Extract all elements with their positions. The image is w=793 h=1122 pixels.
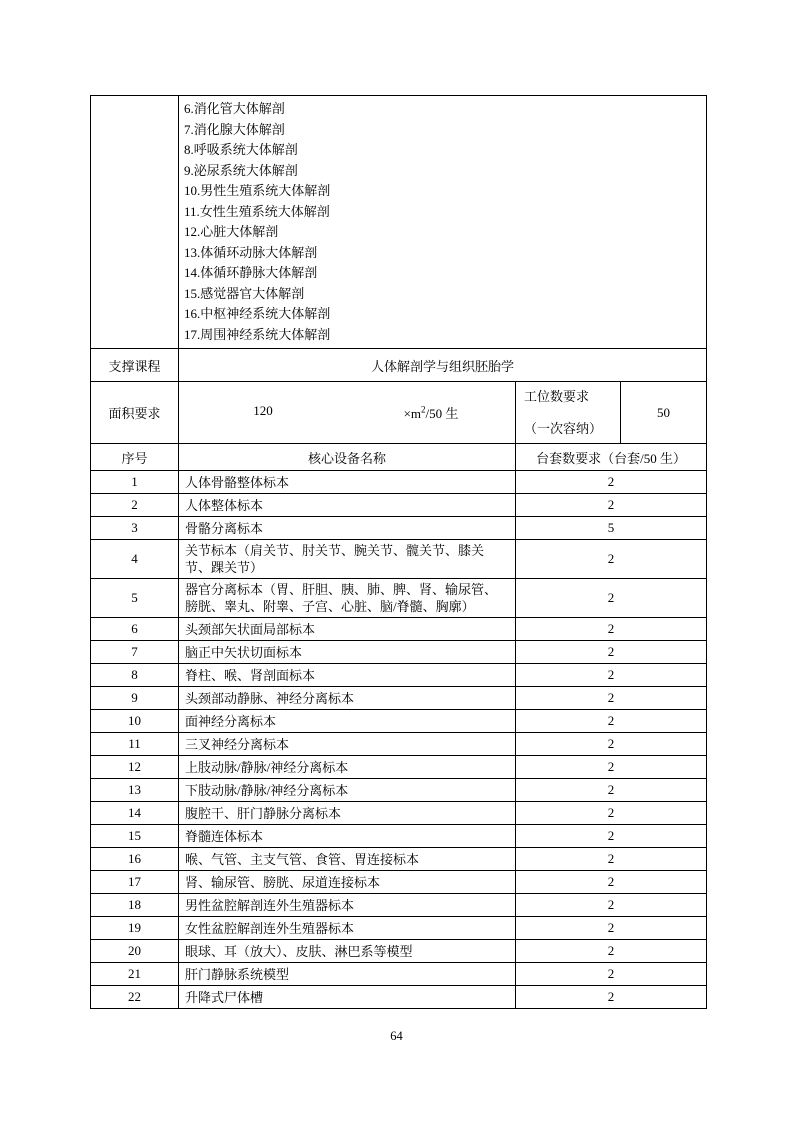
equipment-name: 脑正中矢状切面标本	[179, 641, 516, 664]
equipment-name: 喉、气管、主支气管、食管、胃连接标本	[179, 848, 516, 871]
row-number: 8	[91, 664, 179, 687]
table-row	[91, 779, 707, 802]
list-item: 15.感觉器官大体解剖	[184, 285, 305, 301]
area-unit-suffix: /50 生	[425, 406, 459, 421]
list-item: 9.泌尿系统大体解剖	[184, 162, 298, 178]
table-row	[91, 710, 707, 733]
support-course-label: 支撑课程	[91, 349, 179, 382]
equipment-name: 脊柱、喉、肾剖面标本	[179, 664, 516, 687]
equipment-name: 人体整体标本	[179, 494, 516, 517]
table-row	[91, 733, 707, 756]
area-value: 120	[253, 403, 273, 418]
equipment-name: 下肢动脉/静脉/神经分离标本	[179, 779, 516, 802]
equipment-name: 肝门静脉系统模型	[179, 963, 516, 986]
equipment-name: 面神经分离标本	[179, 710, 516, 733]
quantity-value: 2	[516, 779, 707, 802]
equipment-name: 男性盆腔解剖连外生殖器标本	[179, 894, 516, 917]
table-row	[91, 540, 707, 579]
quantity-value: 2	[516, 986, 707, 1009]
row-number: 6	[91, 618, 179, 641]
area-label: 面积要求	[91, 382, 179, 444]
table-row	[91, 664, 707, 687]
support-course-row	[91, 349, 707, 382]
area-requirement-row	[91, 382, 707, 444]
quantity-value: 2	[516, 733, 707, 756]
list-item: 7.消化腺大体解剖	[184, 121, 285, 137]
table-row	[91, 494, 707, 517]
quantity-value: 2	[516, 710, 707, 733]
quantity-value: 2	[516, 618, 707, 641]
equipment-name: 头颈部矢状面局部标本	[179, 618, 516, 641]
intro-list-cell	[179, 96, 707, 349]
quantity-value: 2	[516, 756, 707, 779]
equipment-name: 三叉神经分离标本	[179, 733, 516, 756]
list-item: 13.体循环动脉大体解剖	[184, 244, 318, 260]
table-row	[91, 986, 707, 1009]
quantity-value: 2	[516, 579, 707, 618]
support-course-value: 人体解剖学与组织胚胎学	[179, 349, 707, 382]
quantity-value: 2	[516, 664, 707, 687]
table-row	[91, 848, 707, 871]
equipment-name: 器官分离标本（胃、肝胆、胰、肺、脾、肾、输尿管、膀胱、睾丸、附睾、子宫、心脏、脑/脊髓、胸廓）	[179, 579, 516, 618]
row-number: 15	[91, 825, 179, 848]
quantity-value: 2	[516, 687, 707, 710]
equipment-name: 升降式尸体槽	[179, 986, 516, 1009]
row-number: 12	[91, 756, 179, 779]
col-header-qty: 台套数要求（台套/50 生）	[516, 444, 707, 471]
list-item: 8.呼吸系统大体解剖	[184, 142, 298, 157]
quantity-value: 2	[516, 802, 707, 825]
row-number: 18	[91, 894, 179, 917]
table-row	[91, 871, 707, 894]
row-number: 14	[91, 802, 179, 825]
equipment-name: 骨骼分离标本	[179, 517, 516, 540]
row-number: 9	[91, 687, 179, 710]
station-count-value: 50	[621, 382, 707, 444]
row-number: 2	[91, 494, 179, 517]
table-row	[91, 802, 707, 825]
row-number: 10	[91, 710, 179, 733]
row-number: 11	[91, 733, 179, 756]
area-unit-exponent: 2	[421, 404, 426, 415]
table-row	[91, 618, 707, 641]
equipment-name: 上肢动脉/静脉/神经分离标本	[179, 756, 516, 779]
quantity-value: 2	[516, 940, 707, 963]
station-label-line2: （一次容纳）	[524, 420, 603, 436]
list-item: 16.中枢神经系统大体解剖	[184, 306, 331, 321]
row-number: 13	[91, 779, 179, 802]
equipment-name: 眼球、耳（放大）、皮肤、淋巴系等模型	[179, 940, 516, 963]
area-value-group	[179, 403, 515, 422]
equipment-name: 腹腔干、肝门静脉分离标本	[179, 802, 516, 825]
list-item: 6.消化管大体解剖	[184, 101, 285, 116]
list-item: 11.女性生殖系统大体解剖	[184, 203, 330, 219]
intro-empty-cell	[91, 96, 179, 349]
quantity-value: 2	[516, 917, 707, 940]
quantity-value: 2	[516, 871, 707, 894]
quantity-value: 2	[516, 641, 707, 664]
quantity-value: 2	[516, 471, 707, 494]
col-header-no: 序号	[91, 444, 179, 471]
row-number: 16	[91, 848, 179, 871]
equipment-name: 脊髓连体标本	[179, 825, 516, 848]
quantity-value: 2	[516, 963, 707, 986]
row-number: 21	[91, 963, 179, 986]
row-number: 3	[91, 517, 179, 540]
quantity-value: 2	[516, 848, 707, 871]
quantity-value: 2	[516, 540, 707, 579]
list-item: 12.心脏大体解剖	[184, 224, 279, 239]
specification-table	[90, 95, 707, 1009]
equipment-name: 头颈部动静脉、神经分离标本	[179, 687, 516, 710]
page-number: 64	[390, 1029, 403, 1043]
equipment-name: 女性盆腔解剖连外生殖器标本	[179, 917, 516, 940]
station-count-label	[516, 382, 621, 444]
table-row	[91, 471, 707, 494]
quantity-value: 2	[516, 494, 707, 517]
table-row	[91, 917, 707, 940]
table-row	[91, 517, 707, 540]
list-item: 14.体循环静脉大体解剖	[184, 265, 318, 280]
table-row	[91, 940, 707, 963]
row-number: 17	[91, 871, 179, 894]
table-top-section	[91, 96, 707, 471]
quantity-value: 2	[516, 825, 707, 848]
table-row	[91, 641, 707, 664]
table-row	[91, 579, 707, 618]
equipment-name: 肾、输尿管、膀胱、尿道连接标本	[179, 871, 516, 894]
table-row	[91, 825, 707, 848]
intro-row	[91, 96, 707, 349]
area-unit	[347, 403, 515, 422]
table-row	[91, 963, 707, 986]
col-header-name: 核心设备名称	[179, 444, 516, 471]
row-number: 5	[91, 579, 179, 618]
equipment-name: 人体骨骼整体标本	[179, 471, 516, 494]
table-row	[91, 687, 707, 710]
intro-list	[184, 99, 702, 345]
row-number: 22	[91, 986, 179, 1009]
area-unit-prefix: ×m	[403, 406, 422, 421]
equipment-header-row	[91, 444, 707, 471]
equipment-rows	[91, 471, 707, 1009]
list-item: 17.周围神经系统大体解剖	[184, 326, 331, 342]
quantity-value: 2	[516, 894, 707, 917]
station-label-line1: 工位数要求	[524, 388, 590, 404]
row-number: 1	[91, 471, 179, 494]
table-row	[91, 756, 707, 779]
row-number: 4	[91, 540, 179, 579]
area-value-cell	[179, 382, 516, 444]
quantity-value: 5	[516, 517, 707, 540]
list-item: 10.男性生殖系统大体解剖	[184, 183, 331, 198]
table-row	[91, 894, 707, 917]
equipment-name: 关节标本（肩关节、肘关节、腕关节、髋关节、膝关节、踝关节）	[179, 540, 516, 579]
row-number: 7	[91, 641, 179, 664]
row-number: 19	[91, 917, 179, 940]
row-number: 20	[91, 940, 179, 963]
